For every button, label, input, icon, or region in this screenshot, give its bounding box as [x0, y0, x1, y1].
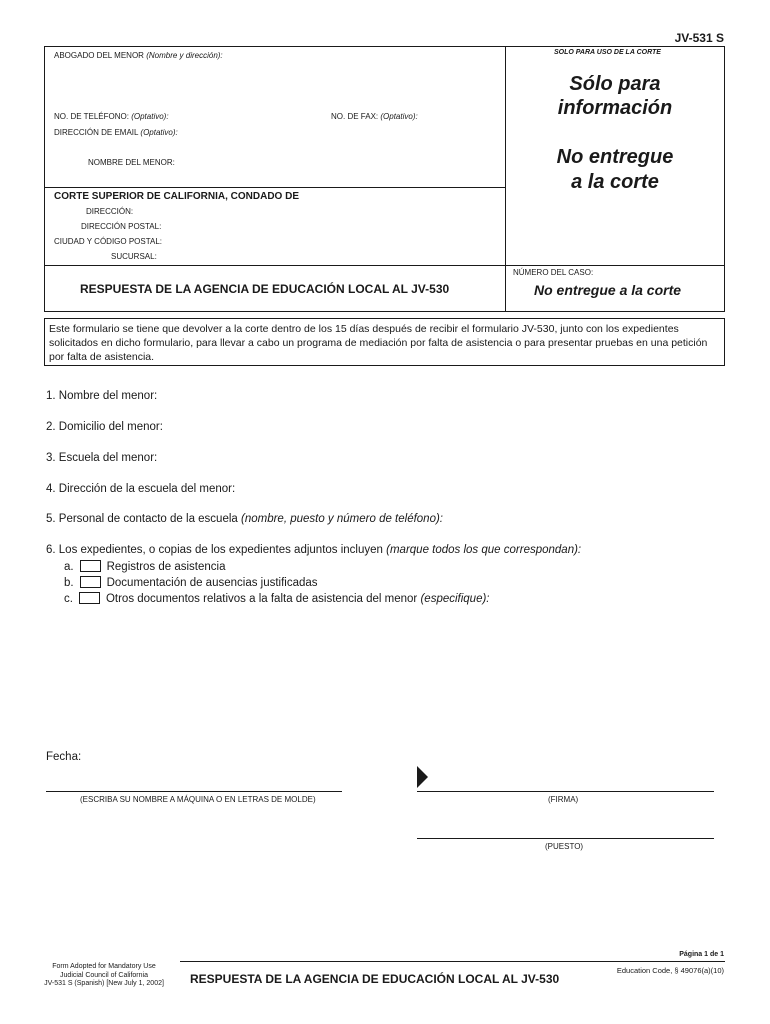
option-c-label: Otros documentos relativos a la falta de asistencia del menor	[105, 593, 418, 605]
phone-label-text: NO. DE TELÉFONO:	[54, 112, 129, 121]
attorney-label-text: ABOGADO DEL MENOR	[54, 51, 144, 60]
signature-arrow-icon	[417, 766, 429, 788]
phone-label-hint: (Optativo):	[131, 112, 169, 121]
question-5-hint: (nombre, puesto y número de teléfono):	[241, 513, 444, 525]
option-a-checkbox[interactable]	[80, 560, 101, 572]
option-b	[64, 576, 318, 589]
fax-label	[331, 112, 418, 121]
footer-adoption	[30, 963, 178, 989]
title-caption: (PUESTO)	[545, 842, 584, 851]
footer-code: Education Code, § 49076(a)(10)	[616, 966, 724, 975]
attorney-label	[54, 51, 223, 60]
do-not-file-line2: a la corte	[571, 171, 659, 193]
question-5	[46, 513, 443, 525]
signature-caption: (FIRMA)	[548, 795, 579, 804]
signature-line[interactable]	[417, 791, 714, 792]
date-label: Fecha:	[46, 751, 82, 763]
option-c-letter: c.	[64, 593, 73, 605]
court-city-zip-label: CIUDAD Y CÓDIGO POSTAL:	[54, 237, 163, 246]
attorney-label-hint: (Nombre y dirección):	[146, 51, 223, 60]
header-left-border	[44, 46, 45, 312]
minor-name-label: NOMBRE DEL MENOR:	[88, 158, 175, 167]
name-line[interactable]	[46, 791, 342, 792]
question-4: 4. Dirección de la escuela del menor:	[46, 483, 236, 495]
form-title: RESPUESTA DE LA AGENCIA DE EDUCACIÓN LOCAL AL JV-530	[80, 282, 450, 296]
info-only-line1: Sólo para	[569, 73, 661, 95]
case-number-label: NÚMERO DEL CASO:	[513, 268, 594, 277]
name-caption: (ESCRIBA SU NOMBRE A MÁQUINA O EN LETRAS DE MOLDE)	[80, 795, 316, 804]
question-6-text: 6. Los expedientes, o copias de los expedientes adjuntos incluyen	[46, 544, 383, 556]
title-line[interactable]	[417, 838, 714, 839]
page-number: Página 1 de 1	[679, 951, 724, 958]
question-3: 3. Escuela del menor:	[46, 452, 158, 464]
court-title: CORTE SUPERIOR DE CALIFORNIA, CONDADO DE	[54, 191, 300, 202]
footer-adoption-line1: Form Adopted for Mandatory Use	[52, 963, 156, 970]
question-2: 2. Domicilio del menor:	[46, 421, 163, 433]
info-only-line2: información	[557, 97, 673, 119]
option-c-hint: (especifique):	[420, 593, 490, 605]
question-6-hint: (marque todos los que correspondan):	[386, 544, 582, 556]
fax-label-text: NO. DE FAX:	[331, 112, 379, 121]
option-b-letter: b.	[64, 577, 74, 589]
option-c-checkbox[interactable]	[79, 592, 100, 604]
option-a-label: Registros de asistencia	[106, 561, 226, 573]
question-1: 1. Nombre del menor:	[46, 390, 158, 402]
do-not-file-notice	[505, 145, 725, 195]
title-divider	[44, 265, 725, 266]
header-top-border	[44, 46, 725, 47]
header-bottom-border	[44, 311, 725, 312]
footer-title: RESPUESTA DE LA AGENCIA DE EDUCACIÓN LOCAL AL JV-530	[190, 972, 560, 986]
instructions-box: Este formulario se tiene que devolver a la corte dentro de los 15 días después de recibir el formulario JV-530, junto con los expedientes solicitados en dicho formulario, para llevar a cabo un programa de mediación por falta de asistencia o para presentar pruebas en una petición por falta de asistencia.	[44, 318, 725, 366]
court-mailing-label: DIRECCIÓN POSTAL:	[81, 222, 162, 231]
option-c	[64, 592, 490, 605]
option-b-checkbox[interactable]	[80, 576, 101, 588]
email-label	[54, 128, 178, 137]
do-not-file-line1: No entregue	[556, 146, 674, 168]
question-5-text: 5. Personal de contacto de la escuela	[46, 513, 238, 525]
phone-label	[54, 112, 169, 121]
footer-adoption-line2: Judicial Council of California	[60, 971, 148, 979]
option-a	[64, 560, 226, 573]
form-number: JV-531 S	[674, 31, 724, 45]
case-number-value: No entregue a la corte	[534, 282, 682, 298]
footer-rule	[180, 961, 725, 962]
footer-adoption-line3: JV-531 S (Spanish) [New July 1, 2002]	[44, 980, 164, 987]
option-b-label: Documentación de ausencias justificadas	[106, 577, 318, 589]
court-address-label: DIRECCIÓN:	[86, 207, 134, 216]
court-branch-label: SUCURSAL:	[111, 252, 157, 261]
info-only-notice	[505, 72, 725, 120]
court-use-label: SOLO PARA USO DE LA CORTE	[554, 49, 661, 56]
court-divider	[44, 187, 506, 188]
option-a-letter: a.	[64, 561, 74, 573]
fax-label-hint: (Optativo):	[380, 112, 418, 121]
question-6	[46, 544, 581, 556]
email-label-hint: (Optativo):	[140, 128, 178, 137]
email-label-text: DIRECCIÓN DE EMAIL	[54, 128, 139, 137]
